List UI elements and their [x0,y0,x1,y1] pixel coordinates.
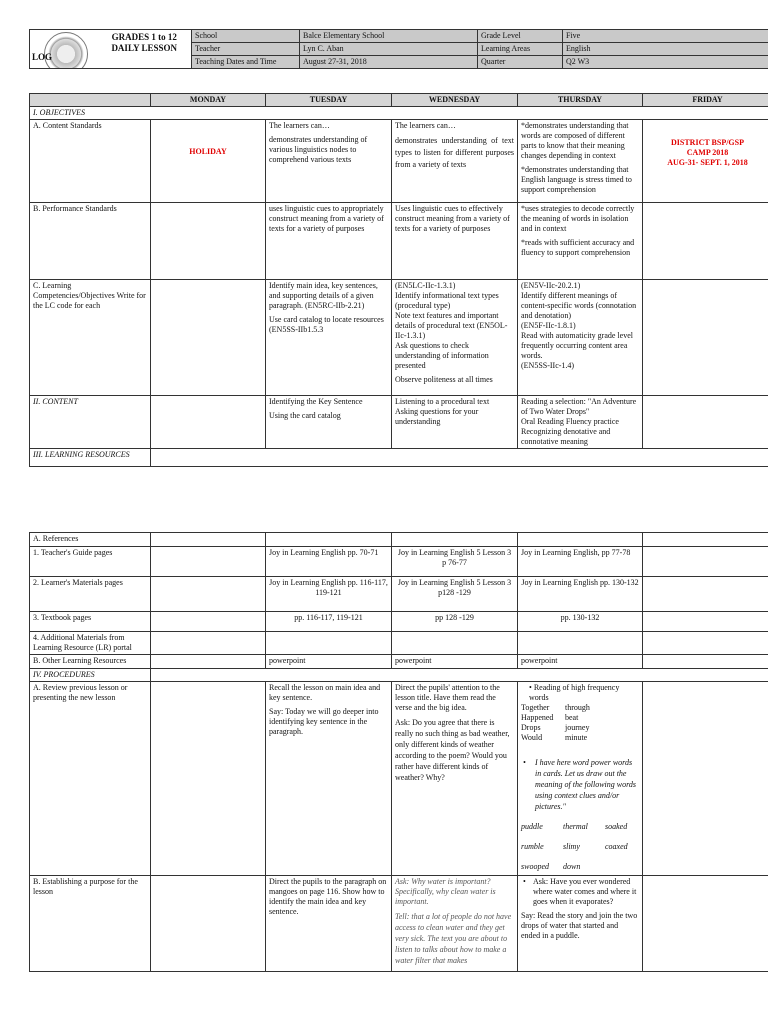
blank-head [30,94,151,107]
wednesday-purpose: Ask: Why water is important? Specifically, why clean water is important. Tell: that a lot of people do not have access to clean water and they get very sick. The text you are about to listen to talks about how to make a water filter that makes [392,876,518,972]
other-resources-label: B. Other Learning Resources [30,655,151,669]
textbook-label: 3. Textbook pages [30,612,151,632]
section-content: II. CONTENT [30,396,151,449]
tuesday-content-standards: The learners can… demonstrates understanding of various linguistics nodes to comprehend various texts [266,120,392,203]
day-wednesday: WEDNESDAY [392,94,518,107]
thursday-tg: Joy in Learning English, pp 77-78 [518,547,643,577]
grade-value: Five [563,30,768,43]
logo-cell [30,30,98,69]
wednesday-content: Listening to a procedural text Asking questions for your understanding [392,396,518,449]
references-label: A. References [30,533,151,547]
wednesday-review: Direct the pupils' attention to the lesson title. Have them read the verse and the big idea. Ask: Do you agree that there is really no such thing as bad weather, only different kinds of weather according to the poem? Would you rather have different kinds of weather? Why? [392,682,518,876]
quarter-value: Q2 W3 [563,56,768,69]
tuesday-performance: uses linguistic cues to appropriately construct meaning from a variety of texts for a variety of purposes [266,203,392,280]
section-learning-resources: III. LEARNING RESOURCES [30,449,151,467]
teachers-guide-label: 1. Teacher's Guide pages [30,547,151,577]
logo-text: LOG [32,52,53,62]
tuesday-tg: Joy in Learning English pp. 70-71 [266,547,392,577]
grade-label: Grade Level [478,30,563,43]
friday-camp: DISTRICT BSP/GSP CAMP 2018 AUG-31- SEPT. 1, 2018 [643,120,768,203]
monday-holiday: HOLIDAY [151,120,266,203]
hf-words-grid: Together through Happened beat Drops journey Would minute [521,703,590,742]
wednesday-lm: Joy in Learning English 5 Lesson 3 p128 -129 [392,577,518,612]
review-label: A. Review previous lesson or presenting the new lesson [30,682,151,876]
thursday-performance: *uses strategies to decode correctly the meaning of words in isolation and in context *reads with sufficient accuracy and fluency to support comprehension [518,203,643,280]
bullet-icon: • [523,758,526,767]
wednesday-performance: Uses linguistic cues to effectively construct meaning from a variety of texts for a variety of purposes [392,203,518,280]
thursday-content: Reading a selection: "An Adventure of Two Water Drops" Oral Reading Fluency practice Recognizing denotative and connotative meaning [518,396,643,449]
day-tuesday: TUESDAY [266,94,392,107]
vocab-grid: puddle thermal soaked rumble slimy coaxed swooped down [521,822,628,871]
tuesday-other: powerpoint [266,655,392,669]
deped-seal-icon [44,32,88,69]
objectives-table [29,93,768,467]
wednesday-content-standards: The learners can… demonstrates understanding of text types to listen for different purposes from a variety of texts [392,120,518,203]
tuesday-competencies: Identify main idea, key sentences, and supporting details of a given paragraph. (EN5RC-IIb-2.21) Use card catalog to locate resources (EN5SS-IIb1.5.3 [266,280,392,396]
quarter-label: Quarter [478,56,563,69]
wednesday-tg: Joy in Learning English 5 Lesson 3 p 76-77 [392,547,518,577]
section-procedures: IV. PROCEDURES [30,669,151,682]
thursday-purpose: • Ask: Have you ever wondered where water comes and where it goes when it evaporates? Say: Read the story and join the two drops of water that started and ended in a puddle. [518,876,643,972]
performance-standards-label: B. Performance Standards [30,203,151,280]
tuesday-content: Identifying the Key Sentence Using the card catalog [266,396,392,449]
tuesday-purpose: Direct the pupils to the paragraph on mangoes on page 116. Show how to identify the main idea and key sentence. [266,876,392,972]
teacher-value: Lyn C. Aban [300,43,478,56]
wednesday-other: powerpoint [392,655,518,669]
tuesday-review: Recall the lesson on main idea and key sentence. Say: Today we will go deeper into identifying key sentence in the paragraph. [266,682,392,876]
school-label: School [192,30,300,43]
tuesday-lm: Joy in Learning English pp. 116-117, 119-121 [266,577,392,612]
content-standards-label: A. Content Standards [30,120,151,203]
area-label: Learning Areas [478,43,563,56]
day-thursday: THURSDAY [518,94,643,107]
area-value: English [563,43,768,56]
thursday-review: • Reading of high frequency words Together through Happened beat Drops journey Would minute • I have here word power words in cards. Let us draw out the meaning of the following words using context clues and/or pictures." puddle thermal soaked rumble slimy coaxed swooped down [518,682,643,876]
dates-label: Teaching Dates and Time [192,56,300,69]
day-friday: FRIDAY [643,94,768,107]
teacher-label: Teacher [192,43,300,56]
lesson-title: GRADES 1 to 12 DAILY LESSON [98,30,192,69]
purpose-label: B. Establishing a purpose for the lesson [30,876,151,972]
thursday-competencies: (EN5V-IIc-20.2.1) Identify different meanings of content-specific words (connotation and denotation) (EN5F-IIc-1.8.1) Read with automaticity grade level frequently occurring content area words. (EN5SS-IIc-1.4) [518,280,643,396]
procedures-table [29,532,768,972]
day-monday: MONDAY [151,94,266,107]
thursday-textbook: pp. 130-132 [518,612,643,632]
additional-materials-label: 4. Additional Materials from Learning Resource (LR) portal [30,632,151,655]
wednesday-textbook: pp 128 -129 [392,612,518,632]
section-objectives: I. OBJECTIVES [30,107,768,120]
wednesday-competencies: (EN5LC-IIc-1.3.1) Identify informational text types (procedural type) Note text features and important details of procedural text (EN5OL-IIc-1.3.1) Ask questions to check understanding of information presented Observe politeness at all times [392,280,518,396]
thursday-lm: Joy in Learning English pp. 130-132 [518,577,643,612]
school-value: Balce Elementary School [300,30,478,43]
dates-value: August 27-31, 2018 [300,56,478,69]
competencies-label: C. Learning Competencies/Objectives Write for the LC code for each [30,280,151,396]
bullet-icon: • [523,877,526,886]
header-table [29,29,768,69]
thursday-other: powerpoint [518,655,643,669]
thursday-content-standards: *demonstrates understanding that words are composed of different parts to know that their meaning changes depending in context *demonstrates understanding that English language is stress timed to support comprehension [518,120,643,203]
tuesday-textbook: pp. 116-117, 119-121 [266,612,392,632]
learners-materials-label: 2. Learner's Materials pages [30,577,151,612]
